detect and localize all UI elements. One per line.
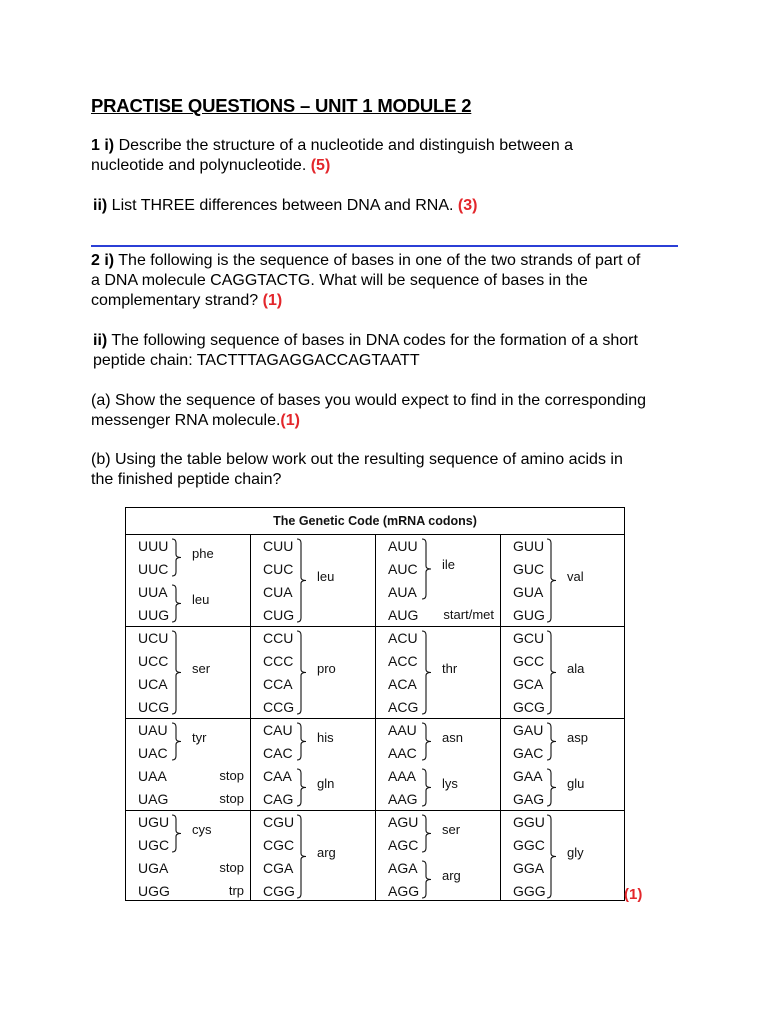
codon-cell: [251, 811, 375, 903]
codon-cell: [501, 535, 625, 627]
codon-cell: [251, 719, 375, 811]
amino-acid-label: asp: [567, 729, 588, 745]
codon-cell: [376, 535, 500, 627]
codon: UGG: [138, 883, 170, 899]
amino-acid-label: ser: [442, 821, 461, 837]
brace: [295, 538, 309, 623]
brace: [170, 630, 184, 715]
codon: UUG: [138, 607, 170, 623]
amino-acid-label: leu: [317, 568, 335, 584]
amino-acid-label: pro: [317, 660, 336, 676]
codon-cell: [126, 627, 250, 719]
question-2-ii: [93, 331, 638, 371]
codon: UGA: [138, 860, 169, 876]
brace: [295, 630, 309, 715]
brace: [420, 630, 434, 715]
amino-acid-label: gly: [567, 844, 584, 860]
brace: [170, 584, 184, 623]
question-1-i: [91, 136, 573, 176]
codon-cell: [376, 627, 500, 719]
codon: AGC: [388, 837, 419, 853]
amino-acid-label: arg: [442, 867, 461, 883]
question-2-i: [91, 251, 640, 311]
amino-acid-label: ser: [192, 660, 211, 676]
codon: UUC: [138, 561, 169, 577]
brace: [295, 814, 309, 899]
amino-acid-label: thr: [442, 660, 458, 676]
codon: GAA: [513, 768, 543, 784]
codon: CCG: [263, 699, 295, 715]
codon: CAC: [263, 745, 293, 761]
codon: UAC: [138, 745, 168, 761]
codon: GGA: [513, 860, 545, 876]
codon: GGU: [513, 814, 545, 830]
question-text: the finished peptide chain?: [91, 471, 282, 488]
codon: CAG: [263, 791, 294, 807]
amino-acid-label: ile: [442, 557, 456, 572]
amino-acid-label: tyr: [192, 729, 207, 745]
codon: GAG: [513, 791, 545, 807]
brace: [420, 814, 434, 853]
codon: UUA: [138, 584, 168, 600]
codon: CUA: [263, 584, 293, 600]
codon-cell: [501, 719, 625, 811]
codon: UGC: [138, 837, 170, 853]
amino-acid-label: trp: [228, 883, 244, 898]
codon-cell: [501, 811, 625, 903]
question-label: ii): [93, 332, 108, 349]
codon: GUC: [513, 561, 545, 577]
brace: [545, 538, 559, 623]
codon: GCU: [513, 630, 545, 646]
codon: UAA: [138, 768, 167, 784]
question-text: a DNA molecule CAGGTACTG. What will be sequence of bases in the: [91, 272, 588, 289]
codon: UCC: [138, 653, 169, 669]
codon-cell: [251, 535, 375, 627]
marks: (1): [280, 412, 300, 429]
brace: [545, 630, 559, 715]
codon: AGU: [388, 814, 419, 830]
amino-acid-label: ala: [567, 660, 585, 676]
question-text: List THREE differences between DNA and RNA.: [107, 197, 458, 214]
codon: GGC: [513, 837, 545, 853]
codon: AUG: [388, 607, 419, 623]
codon: CAU: [263, 722, 293, 738]
question-text: complementary strand?: [91, 292, 263, 309]
codon: AGA: [388, 860, 418, 876]
codon: CUU: [263, 538, 294, 554]
codon: CGU: [263, 814, 295, 830]
genetic-code-table: [125, 507, 625, 901]
brace: [170, 814, 184, 853]
codon: CGA: [263, 860, 294, 876]
amino-acid-label: asn: [442, 729, 463, 745]
codon: CGC: [263, 837, 295, 853]
marks: (1): [624, 886, 643, 903]
amino-acid-label: val: [567, 568, 584, 584]
brace: [545, 814, 559, 899]
amino-acid-label: arg: [317, 844, 336, 860]
question-text: The following is the sequence of bases in one of the two strands of part of: [114, 252, 641, 269]
codon-cell: [376, 719, 500, 811]
codon: GUU: [513, 538, 545, 554]
brace: [545, 722, 559, 761]
question-label: 1 i): [91, 137, 115, 154]
codon: GUG: [513, 607, 545, 623]
codon: UCU: [138, 630, 169, 646]
codon: UUU: [138, 538, 169, 554]
amino-acid-label: stop: [219, 860, 244, 875]
codon: AUA: [388, 584, 417, 600]
codon-cell: [126, 535, 250, 627]
question-1-ii: [93, 196, 477, 216]
codon-cell: [126, 719, 250, 811]
codon: GCG: [513, 699, 545, 715]
amino-acid-label: phe: [192, 545, 214, 561]
codon: GGG: [513, 883, 546, 899]
question-text: (a) Show the sequence of bases you would expect to find in the corresponding: [91, 392, 647, 409]
brace: [295, 722, 309, 761]
brace: [420, 722, 434, 761]
brace: [170, 538, 184, 577]
codon: UAU: [138, 722, 168, 738]
codon: AAG: [388, 791, 418, 807]
codon: ACU: [388, 630, 418, 646]
amino-acid-label: start/met: [443, 607, 494, 622]
codon: GCC: [513, 653, 545, 669]
marks: (3): [457, 197, 478, 214]
codon-cell: [501, 627, 625, 719]
codon: UCG: [138, 699, 170, 715]
codon: CCU: [263, 630, 294, 646]
codon-cell: [251, 627, 375, 719]
amino-acid-label: stop: [219, 791, 244, 806]
codon: GUA: [513, 584, 544, 600]
codon: AUC: [388, 561, 418, 577]
question-text: peptide chain: TACTTTAGAGGACCAGTAATT: [93, 352, 420, 369]
question-text: The following sequence of bases in DNA codes for the formation of a short: [107, 332, 638, 349]
amino-acid-label: leu: [192, 591, 210, 607]
codon: ACA: [388, 676, 417, 692]
question-text: (b) Using the table below work out the resulting sequence of amino acids in: [91, 451, 623, 468]
section-divider: [91, 245, 678, 247]
codon: AAU: [388, 722, 417, 738]
codon: GAU: [513, 722, 544, 738]
amino-acid-label: gln: [317, 775, 335, 791]
brace: [420, 538, 434, 600]
codon: UCA: [138, 676, 168, 692]
codon: GAC: [513, 745, 544, 761]
amino-acid-label: glu: [567, 775, 585, 791]
brace: [170, 722, 184, 761]
table-title: The Genetic Code (mRNA codons): [126, 508, 624, 535]
brace: [545, 768, 559, 807]
page-title: PRACTISE QUESTIONS – UNIT 1 MODULE 2: [91, 95, 472, 116]
codon: CCC: [263, 653, 294, 669]
codon: UGU: [138, 814, 170, 830]
codon: CGG: [263, 883, 295, 899]
codon: GCA: [513, 676, 544, 692]
codon: CCA: [263, 676, 293, 692]
codon-cell: [126, 811, 250, 903]
marks: (5): [310, 157, 331, 174]
amino-acid-label: stop: [219, 768, 244, 783]
question-label: 2 i): [91, 252, 115, 269]
brace: [295, 768, 309, 807]
amino-acid-label: lys: [442, 775, 458, 791]
question-label: ii): [93, 197, 108, 214]
question-2-ii-b: [91, 450, 623, 490]
codon-cell: [376, 811, 500, 903]
codon: ACC: [388, 653, 418, 669]
codon: UAG: [138, 791, 169, 807]
amino-acid-label: his: [317, 729, 334, 745]
marks: (1): [262, 292, 283, 309]
brace: [420, 768, 434, 807]
codon: AUU: [388, 538, 418, 554]
codon: CAA: [263, 768, 292, 784]
codon: AGG: [388, 883, 420, 899]
codon: AAA: [388, 768, 417, 784]
question-text: Describe the structure of a nucleotide and distinguish between a: [114, 137, 574, 154]
brace: [420, 860, 434, 899]
codon: CUG: [263, 607, 295, 623]
question-text: nucleotide and polynucleotide.: [91, 157, 311, 174]
amino-acid-label: cys: [192, 821, 212, 837]
codon: ACG: [388, 699, 419, 715]
codon: AAC: [388, 745, 417, 761]
question-text: messenger RNA molecule.: [91, 412, 281, 429]
codon: CUC: [263, 561, 294, 577]
question-2-ii-a: [91, 391, 646, 431]
